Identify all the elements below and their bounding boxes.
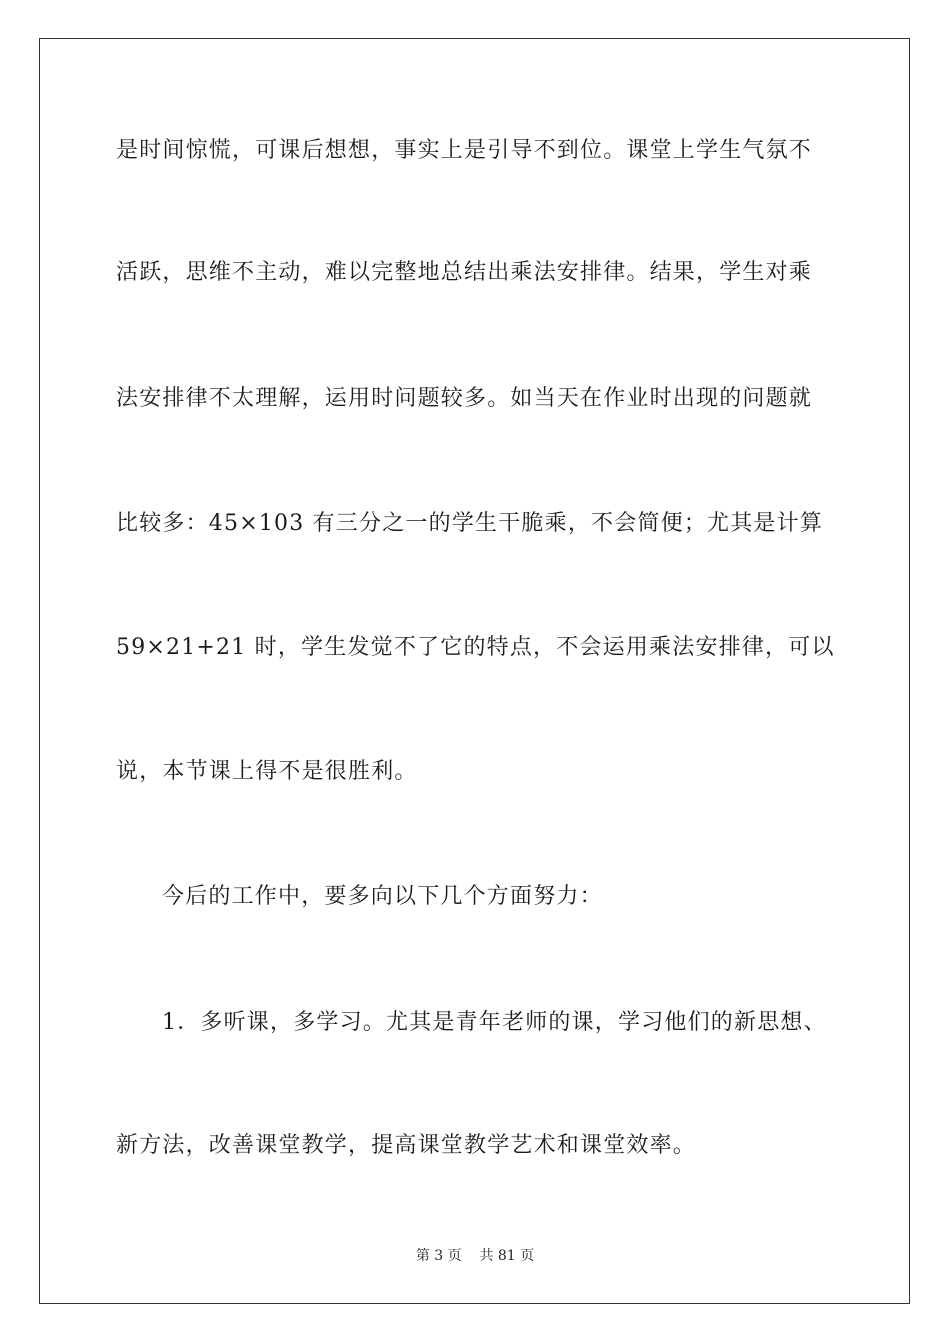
page-number: 第 3 页: [415, 1248, 462, 1264]
paragraph-line: 59×21+21 时，学生发觉不了它的特点，不会运用乘法安排律，可以: [116, 635, 835, 660]
paragraph-line: 活跃，思维不主动，难以完整地总结出乘法安排律。结果，学生对乘: [116, 260, 813, 285]
page-footer: [0, 1246, 950, 1266]
paragraph-line: 今后的工作中，要多向以下几个方面努力：: [162, 884, 603, 909]
paragraph-line: 说，本节课上得不是很胜利。: [116, 759, 418, 784]
list-item-line: 1．多听课，多学习。尤其是青年老师的课，学习他们的新思想、: [162, 1010, 827, 1035]
paragraph-line: 比较多：45×103 有三分之一的学生干脆乘，不会简便；尤其是计算: [116, 511, 824, 536]
list-item-line: 新方法，改善课堂教学，提高课堂教学艺术和课堂效率。: [116, 1133, 697, 1158]
page-total: 共 81 页: [479, 1248, 535, 1264]
page-border: [39, 38, 910, 1304]
paragraph-line: 是时间惊慌，可课后想想，事实上是引导不到位。课堂上学生气氛不: [116, 138, 813, 163]
paragraph-line: 法安排律不太理解，运用时问题较多。如当天在作业时出现的问题就: [116, 386, 813, 411]
